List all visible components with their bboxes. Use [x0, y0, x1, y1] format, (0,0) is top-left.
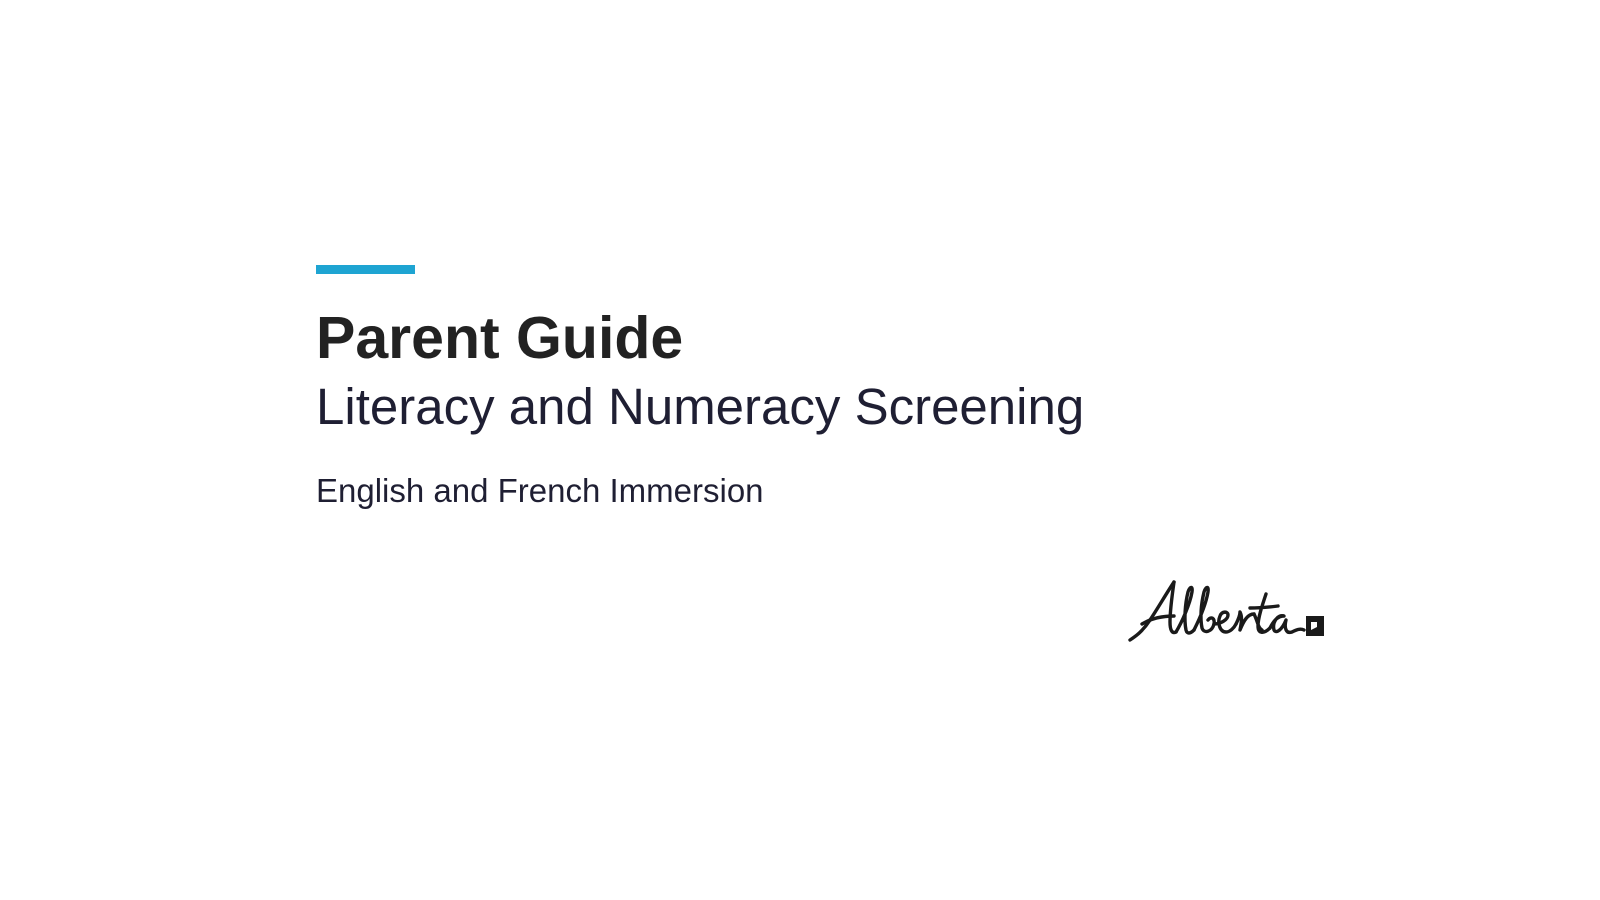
audience-label: English and French Immersion	[316, 472, 764, 509]
accent-bar	[316, 265, 415, 274]
page-subtitle: Literacy and Numeracy Screening	[316, 378, 1085, 435]
alberta-logo	[1128, 578, 1340, 650]
page-title: Parent Guide	[316, 305, 684, 371]
